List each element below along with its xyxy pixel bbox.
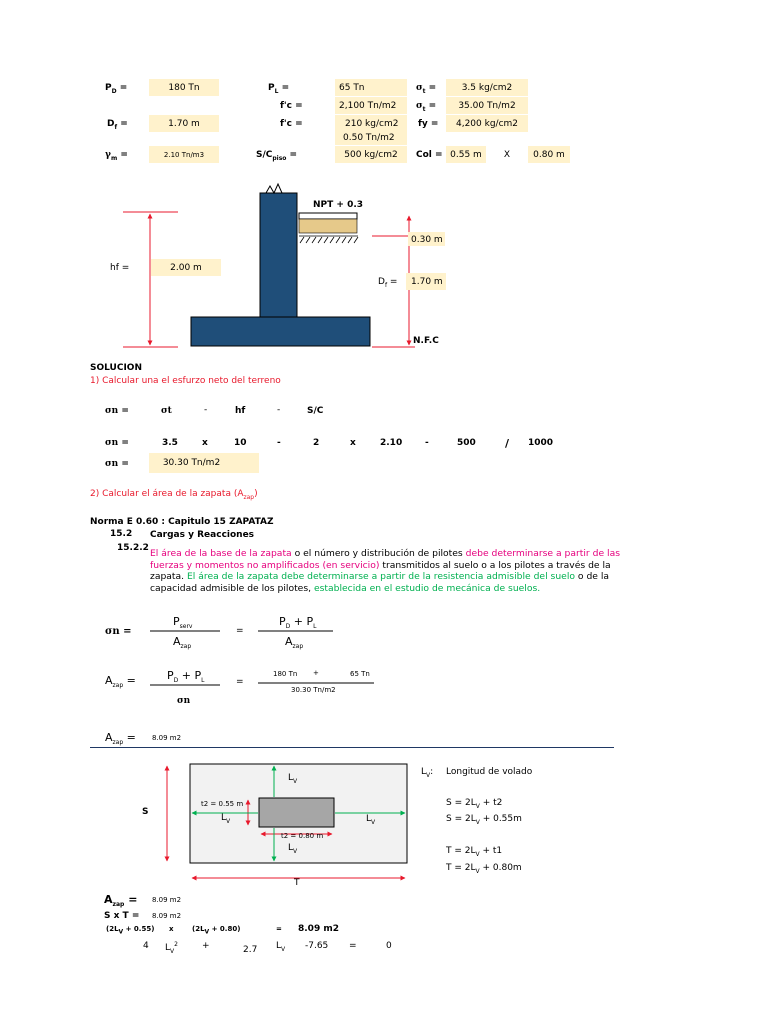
floor-slab <box>299 213 357 219</box>
fc1-label: f'c = <box>280 101 303 111</box>
floor-fill <box>299 219 357 233</box>
row1-c3: hf <box>235 406 246 416</box>
footing-plan-diagram <box>0 750 768 890</box>
column-shape <box>260 193 297 318</box>
df-value: 1.70 m <box>168 119 200 129</box>
plan-lv-bottom: $L_V$ <box>288 843 298 855</box>
df-dim-label: $D_f$ = <box>378 277 398 289</box>
f-azap2: $A_{zap}$ <box>285 635 304 651</box>
fc2-label: f'c = <box>280 119 303 129</box>
row2-c11: 1000 <box>528 438 554 448</box>
col-a-value: 0.55 m <box>450 150 482 160</box>
s-eq2: $S = 2L_V + 0.55m$ <box>446 814 522 826</box>
norma-sec1: 15.2 <box>110 529 133 539</box>
fc2-value: 210 kg/cm2 <box>345 119 399 129</box>
norma-paragraph: El área de la base de la zapata o el número y distribución de pilotes debe determinarse a partir de las fuerzas y momentos no amplificados (en servicio) transmitidos al suelo o a los pilotes a través de la zapata. El área de la zapata debe determinarse a partir de la resistencia admisible del suelo o de la capacidad admisible de los pilotes, establecida en el estudio de mecánica de suelos. <box>150 548 620 594</box>
exp-eq: = <box>276 925 282 933</box>
nfc-label: N.F.C <box>413 336 439 346</box>
f-sig-n: σn <box>177 696 191 706</box>
sig-t1-value: 3.5 kg/cm2 <box>461 83 513 93</box>
pd-label: $P_D$ = <box>105 83 128 95</box>
row2-c4: - <box>277 438 281 448</box>
fraction-bar-1 <box>150 630 220 632</box>
final-azap-label: $A_{zap}$ = <box>104 893 138 909</box>
f-sn-label: σn = <box>105 626 132 637</box>
q-765: -7.65 <box>305 941 329 951</box>
fy-label: fy = <box>418 119 439 129</box>
exp-f2: $(2L_V + 0.80)$ <box>192 925 241 936</box>
q-4: 4 <box>143 941 149 951</box>
q-lv2: $L_V^2$ <box>165 941 178 955</box>
fc1-value: 2,100 Tn/m2 <box>339 101 397 111</box>
break-mark <box>266 184 282 193</box>
row2-c7: 2.10 <box>380 438 403 448</box>
plan-lv-top: $L_V$ <box>288 773 298 785</box>
exp-val: 8.09 m2 <box>298 924 339 934</box>
df-label: $D_f$ = <box>107 119 128 131</box>
q-lv1: $L_V$ <box>276 941 286 953</box>
soil-hatch <box>300 237 358 243</box>
net-stress-value: 30.30 Tn/m2 <box>162 458 221 468</box>
t-eq2: $T = 2L_V + 0.80m$ <box>446 863 522 875</box>
fraction-bar-4 <box>258 682 374 684</box>
row2-c9: 500 <box>457 438 476 448</box>
final-sxt-label: S x T = <box>104 911 140 921</box>
exp-x: x <box>169 925 174 933</box>
fy-value: 4,200 kg/cm2 <box>455 119 519 129</box>
f-eq1: = <box>236 626 244 636</box>
plan-s-label: S <box>142 807 149 817</box>
q-27: 2.7 <box>243 945 258 955</box>
column-plan <box>259 798 334 827</box>
net-stress-label: σn = <box>105 459 129 469</box>
row1-c5: S/C <box>307 406 324 416</box>
row1-c2: - <box>204 405 208 415</box>
fraction-bar-2 <box>258 630 333 632</box>
f-num-plus: + <box>313 669 319 677</box>
q-eq: = <box>349 941 357 951</box>
fc2-value-2: 0.50 Tn/m2 <box>343 133 395 143</box>
row2-c0: σn = <box>105 438 129 448</box>
gm-value: 2.10 Tn/m3 <box>163 151 205 159</box>
f-azap-label: $A_{zap}$ = <box>105 674 136 690</box>
sc-label: $S/C_{piso}$ = <box>256 150 298 162</box>
section-divider <box>90 747 614 748</box>
norma-sec2: 15.2.2 <box>117 543 149 553</box>
plan-t-label: T <box>294 878 300 888</box>
step1-title: 1) Calcular una el esfurzo neto del terreno <box>90 376 281 386</box>
f-num-b: 65 Tn <box>350 670 370 678</box>
row2-c1: 3.5 <box>162 438 178 448</box>
col-label: Col = <box>416 150 443 160</box>
q-zero: 0 <box>386 941 392 951</box>
f-pd-pl-2: $P_D + P_L$ <box>167 669 205 685</box>
hf-value: 2.00 m <box>170 263 202 273</box>
plan-t2b: t2 = 0.80 m <box>281 832 324 840</box>
df-dim-value: 1.70 m <box>411 277 443 287</box>
plan-lv-right: $L_V$ <box>366 814 376 826</box>
azap-result-label: $A_{zap}$ = <box>105 731 136 747</box>
f-pd-pl: $P_D + P_L$ <box>279 615 317 631</box>
s-eq1: $S = 2L_V + t2$ <box>446 798 503 810</box>
q-plus: + <box>202 941 210 951</box>
row2-c6: x <box>350 438 356 448</box>
row1-c1: σt <box>161 406 172 416</box>
solution-title: SOLUCION <box>90 363 142 373</box>
step-label: 0.30 m <box>411 235 443 245</box>
norma-title: Norma E 0.60 : Capitulo 15 ZAPATAZ <box>90 517 274 527</box>
legend-lv-desc: Longitud de volado <box>446 767 533 777</box>
step2-title: 2) Calcular el área de la zapata $(A_{zap})$ <box>90 489 258 501</box>
sc-value: 500 kg/cm2 <box>344 150 398 160</box>
exp-f1: $(2L_V + 0.55)$ <box>106 925 155 936</box>
row2-c10: / <box>505 437 510 450</box>
sig-t2-value: 35.00 Tn/m2 <box>458 101 516 111</box>
col-b-value: 0.80 m <box>533 150 565 160</box>
sig-t1-label: $\sigma_t$ = <box>416 83 437 95</box>
pd-value: 180 Tn <box>168 83 200 93</box>
plan-t2a: t2 = 0.55 m <box>201 800 244 808</box>
azap-result-value: 8.09 m2 <box>152 734 182 742</box>
f-den: 30.30 Tn/m2 <box>291 686 336 694</box>
plan-lv-left: $L_V$ <box>221 813 231 825</box>
hf-label: hf = <box>110 263 130 273</box>
gm-label: $\gamma_m$ = <box>105 150 128 162</box>
row2-c3: 10 <box>234 438 247 448</box>
fraction-bar-3 <box>150 684 220 686</box>
row2-c5: 2 <box>313 438 320 448</box>
row2-c2: x <box>202 438 208 448</box>
f-num-a: 180 Tn <box>273 670 298 678</box>
footing-shape <box>191 317 370 346</box>
f-azap1: $A_{zap}$ <box>173 635 192 651</box>
f-eq2: = <box>236 677 244 687</box>
sig-t2-label: $\sigma_t$ = <box>416 101 437 113</box>
f-pserv: $P_{serv}$ <box>173 615 193 631</box>
pl-label: $P_L$ = <box>268 83 290 95</box>
npt-label: NPT + 0.3 <box>313 200 364 210</box>
pl-value: 65 Tn <box>339 83 365 93</box>
final-azap-value: 8.09 m2 <box>152 896 182 904</box>
col-x: X <box>503 150 511 160</box>
final-sxt-value: 8.09 m2 <box>152 912 182 920</box>
t-eq1: $T = 2L_V + t1$ <box>446 846 503 858</box>
row2-c8: - <box>425 438 429 448</box>
row1-c4: - <box>277 405 281 415</box>
legend-lv: $L_V$: <box>421 767 434 779</box>
footing-section-diagram <box>0 0 768 360</box>
row1-c0: σn = <box>105 406 129 416</box>
norma-sec1-title: Cargas y Reacciones <box>150 530 255 540</box>
